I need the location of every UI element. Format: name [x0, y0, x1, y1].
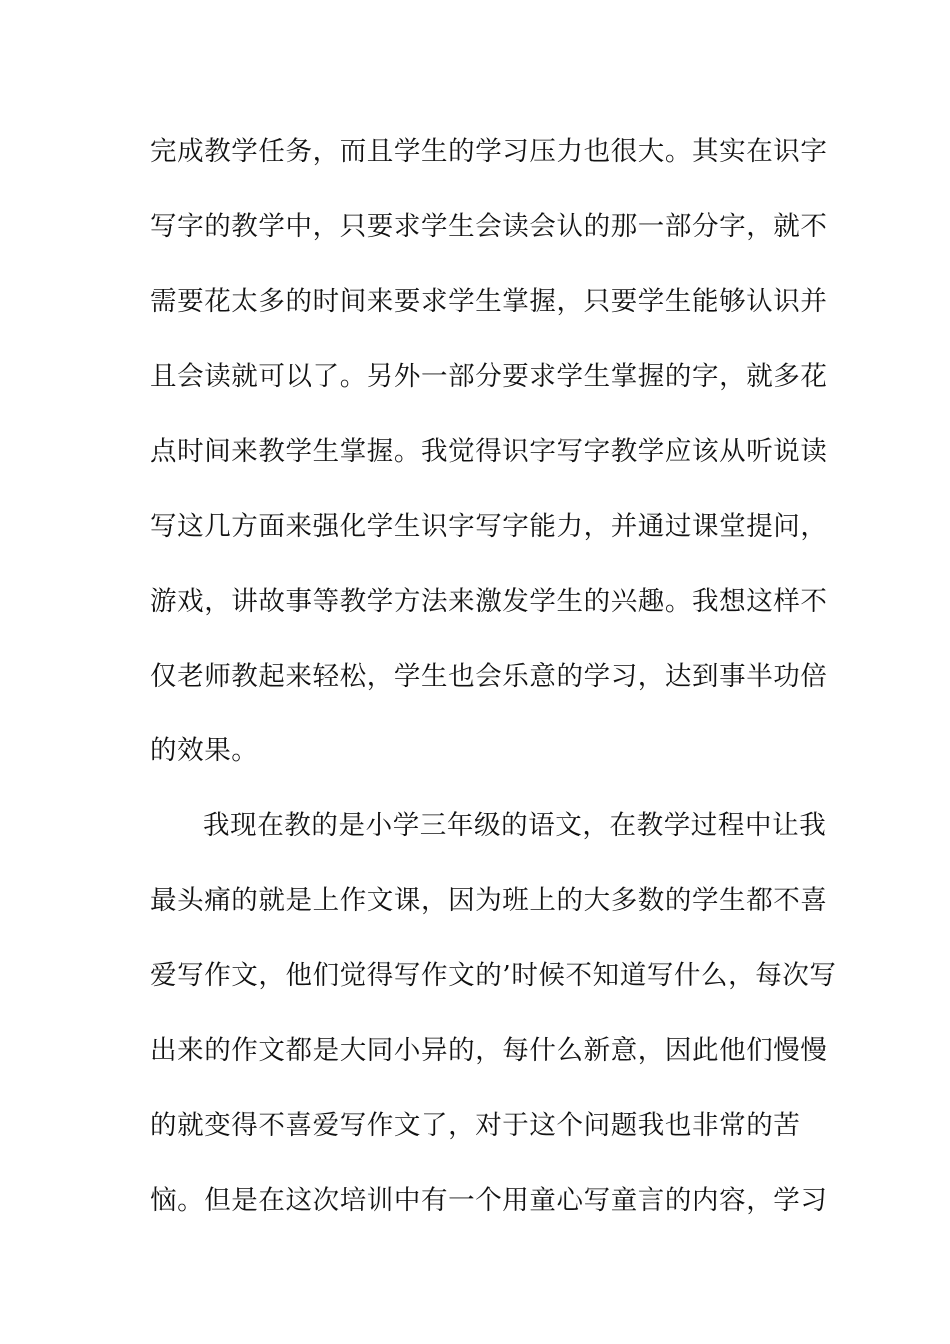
text-line: 写字的教学中，只要求学生会读会认的那一部分字，就不 — [150, 211, 828, 242]
text-line: 爱写作文，他们觉得写作文的’时候不知道写什么，每次写 — [150, 960, 837, 991]
text-line: 需要花太多的时间来要求学生掌握，只要学生能够认识并 — [150, 286, 828, 317]
text-line: 的就变得不喜爱写作文了，对于这个问题我也非常的苦 — [150, 1110, 801, 1141]
text-line: 的效果。 — [150, 735, 259, 766]
text-line: 点时间来教学生掌握。我觉得识字写字教学应该从听说读 — [150, 436, 828, 467]
text-line: 且会读就可以了。另外一部分要求学生掌握的字，就多花 — [150, 361, 828, 392]
text-line: 仅老师教起来轻松，学生也会乐意的学习，达到事半功倍 — [150, 661, 828, 692]
paragraph-first-line: 我现在教的是小学三年级的语文，在教学过程中让我 — [203, 810, 827, 841]
text-line: 恼。但是在这次培训中有一个用童心写童言的内容，学习 — [150, 1185, 828, 1216]
text-line: 游戏，讲故事等教学方法来激发学生的兴趣。我想这样不 — [150, 586, 828, 617]
text-line: 最头痛的就是上作文课，因为班上的大多数的学生都不喜 — [150, 885, 828, 916]
text-line: 写这几方面来强化学生识字写字能力，并通过课堂提问， — [150, 511, 828, 542]
text-line: 完成教学任务，而且学生的学习压力也很大。其实在识字 — [150, 136, 828, 167]
text-line: 出来的作文都是大同小异的，每什么新意，因此他们慢慢 — [150, 1035, 828, 1066]
